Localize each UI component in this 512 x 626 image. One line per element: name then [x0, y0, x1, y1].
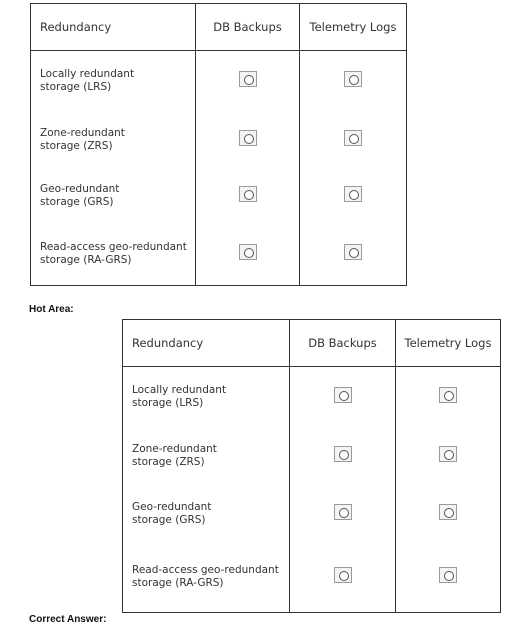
row-label: Read-access geo-redundant storage (RA-GRS)	[31, 224, 196, 286]
row-label: Read-access geo-redundant storage (RA-GRS)	[123, 543, 290, 613]
row-label: Zone-redundant storage (ZRS)	[123, 427, 290, 485]
redundancy-table-hot-area	[122, 319, 501, 613]
radio-icon	[349, 134, 359, 144]
header-redundancy: Redundancy	[31, 4, 196, 51]
header-db-backups: DB Backups	[290, 320, 396, 367]
grs-db-backups-radio[interactable]	[239, 186, 257, 202]
radio-icon	[444, 508, 454, 518]
radio-icon	[244, 134, 254, 144]
radio-icon	[444, 450, 454, 460]
table-row	[31, 111, 407, 169]
ra-grs-telemetry-logs-radio[interactable]	[439, 567, 457, 583]
redundancy-table-question	[30, 3, 407, 286]
lrs-db-backups-radio[interactable]	[334, 387, 352, 403]
header-telemetry-logs: Telemetry Logs	[300, 4, 407, 51]
lrs-telemetry-logs-radio[interactable]	[439, 387, 457, 403]
correct-answer-label: Correct Answer:	[29, 614, 107, 625]
header-db-backups: DB Backups	[196, 4, 300, 51]
radio-icon	[444, 391, 454, 401]
radio-icon	[339, 571, 349, 581]
ra-grs-db-backups-radio[interactable]	[239, 244, 257, 260]
radio-icon	[444, 571, 454, 581]
table-row	[123, 485, 501, 543]
grs-telemetry-logs-radio[interactable]	[439, 504, 457, 520]
radio-icon	[244, 248, 254, 258]
row-label: Locally redundant storage (LRS)	[31, 51, 196, 111]
ra-grs-db-backups-radio[interactable]	[334, 567, 352, 583]
lrs-db-backups-radio[interactable]	[239, 71, 257, 87]
table-row	[123, 367, 501, 427]
lrs-telemetry-logs-radio[interactable]	[344, 71, 362, 87]
radio-icon	[349, 75, 359, 85]
radio-icon	[349, 190, 359, 200]
row-label: Zone-redundant storage (ZRS)	[31, 111, 196, 169]
radio-icon	[339, 508, 349, 518]
hot-area-label: Hot Area:	[29, 304, 74, 315]
ra-grs-telemetry-logs-radio[interactable]	[344, 244, 362, 260]
table-row	[123, 427, 501, 485]
header-redundancy: Redundancy	[123, 320, 290, 367]
table-header-row	[123, 320, 501, 367]
table-row	[123, 543, 501, 613]
row-label: Geo-redundant storage (GRS)	[123, 485, 290, 543]
zrs-telemetry-logs-radio[interactable]	[439, 446, 457, 462]
row-label: Geo-redundant storage (GRS)	[31, 169, 196, 224]
table-row	[31, 169, 407, 224]
radio-icon	[349, 248, 359, 258]
radio-icon	[244, 75, 254, 85]
grs-telemetry-logs-radio[interactable]	[344, 186, 362, 202]
radio-icon	[339, 391, 349, 401]
table-header-row	[31, 4, 407, 51]
table-row	[31, 51, 407, 111]
zrs-telemetry-logs-radio[interactable]	[344, 130, 362, 146]
grs-db-backups-radio[interactable]	[334, 504, 352, 520]
row-label: Locally redundant storage (LRS)	[123, 367, 290, 427]
radio-icon	[244, 190, 254, 200]
radio-icon	[339, 450, 349, 460]
zrs-db-backups-radio[interactable]	[239, 130, 257, 146]
header-telemetry-logs: Telemetry Logs	[396, 320, 501, 367]
zrs-db-backups-radio[interactable]	[334, 446, 352, 462]
table-row	[31, 224, 407, 286]
